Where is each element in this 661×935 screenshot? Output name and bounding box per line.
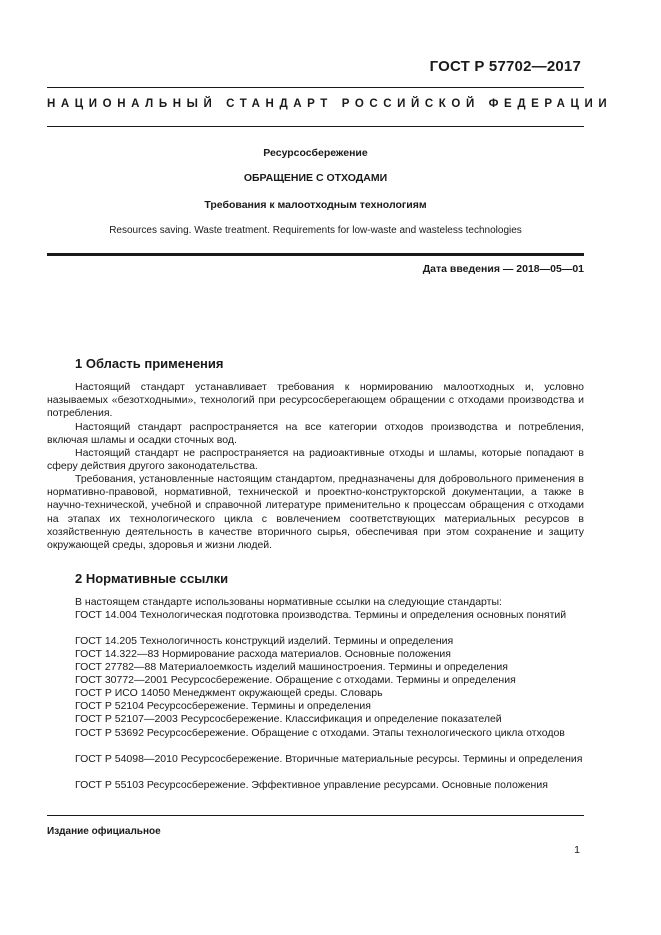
reference-item: ГОСТ Р 52104 Ресурсосбережение. Термины и определения [75, 700, 371, 712]
page-number: 1 [574, 844, 580, 856]
title-category: Ресурсосбережение [263, 147, 368, 159]
section-2-intro: В настоящем стандарте использованы нормативные ссылки на следующие стандарты: [75, 596, 502, 608]
national-standard-heading: НАЦИОНАЛЬНЫЙ СТАНДАРТ РОССИЙСКОЙ ФЕДЕРАЦИИ [47, 98, 613, 110]
edition-label: Издание официальное [47, 826, 161, 837]
reference-item: ГОСТ 14.004 Технологическая подготовка производства. Термины и определения основных понятий [75, 609, 567, 621]
gost-number: ГОСТ Р 57702—2017 [429, 58, 581, 75]
reference-item: ГОСТ 27782—88 Материалоемкость изделий машиностроения. Термины и определения [75, 661, 508, 673]
section-1-paragraph: Настоящий стандарт устанавливает требования к нормированию малоотходных и, условно называемых «безотходными», технологий при ресурсосберегающем обращении с отходами производства и потребления. [47, 381, 584, 420]
section-2-title: 2 Нормативные ссылки [75, 571, 229, 586]
title-sub: Требования к малоотходным технологиям [204, 199, 427, 211]
reference-item: ГОСТ Р 54098—2010 Ресурсосбережение. Вторичные материальные ресурсы. Термины и определения [75, 753, 583, 765]
reference-item: ГОСТ Р 52107—2003 Ресурсосбережение. Классификация и определение показателей [75, 713, 502, 725]
reference-item: ГОСТ 30772—2001 Ресурсосбережение. Обращение с отходами. Термины и определения [75, 674, 516, 686]
section-1-paragraph: Настоящий стандарт не распространяется на радиоактивные отходы и шламы, которые попадают в сферу действия другого законодательства. [47, 447, 584, 473]
footer-rule [47, 815, 584, 816]
reference-item: ГОСТ 14.205 Технологичность конструкций изделий. Термины и определения [75, 635, 454, 647]
title-english: Resources saving. Waste treatment. Requirements for low-waste and wasteless technologies [109, 225, 522, 236]
section-1-paragraph: Настоящий стандарт распространяется на все категории отходов производства и потребления, включая шламы и осадки сточных вод. [47, 421, 584, 447]
reference-item: ГОСТ Р 55103 Ресурсосбережение. Эффективное управление ресурсами. Основные положения [75, 779, 548, 791]
header-rule [47, 87, 584, 88]
reference-item: ГОСТ Р ИСО 14050 Менеджмент окружающей среды. Словарь [75, 687, 383, 699]
reference-item: ГОСТ Р 53692 Ресурсосбережение. Обращение с отходами. Этапы технологического цикла отходов [75, 727, 565, 739]
title-main: ОБРАЩЕНИЕ С ОТХОДАМИ [243, 172, 388, 184]
intro-date: Дата введения — 2018—05—01 [422, 263, 584, 275]
reference-item: ГОСТ 14.322—83 Нормирование расхода материалов. Основные положения [75, 648, 451, 660]
national-rule [47, 126, 584, 127]
title-rule [47, 253, 584, 256]
section-1-title: 1 Область применения [75, 356, 224, 371]
section-1-paragraph: Требования, установленные настоящим стандартом, предназначены для добровольного применения в нормативно-правовой, нормативной, технической и проектно-конструкторской документации, а также в научно-технической, учебной и справочной литературе применительно к процессам обращения с отходами на этапах их технологического цикла с вовлечением соответствующих материальных ресурсов в хозяйственную деятельность в качестве вторичного сырья, обеспечивая при этом сохранение и защиту окружающей среды, здоровья и жизни людей. [47, 473, 584, 552]
